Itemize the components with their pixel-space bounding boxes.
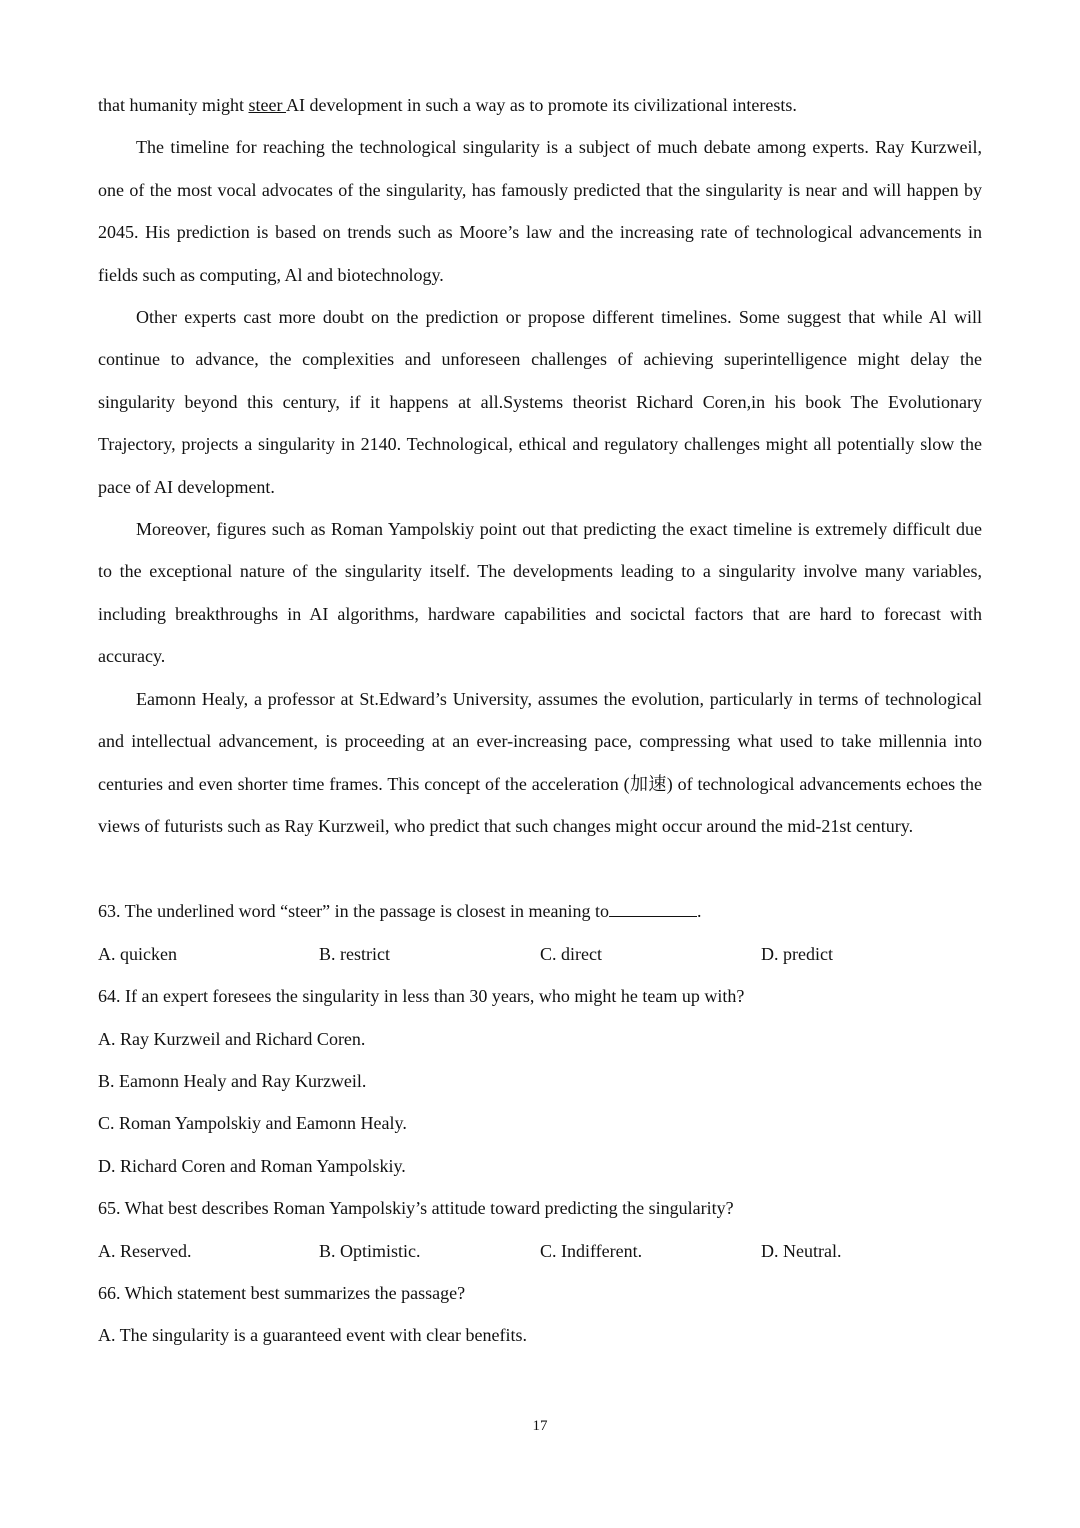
question-63	[98, 890, 982, 932]
section-gap	[98, 847, 982, 890]
passage-paragraph-3: Moreover, figures such as Roman Yampolskiy point out that predicting the exact timeline is extremely difficult due to the exceptional nature of the singularity itself. The developments leading to a singularity involve many variables, including breakthroughs in AI algorithms, hardware capabilities and socictal factors that are hard to forecast with accuracy.	[98, 519, 982, 667]
option-c: C. direct	[540, 943, 602, 964]
paragraph-text: AI development in such a way as to promote its civilizational interests.	[286, 95, 797, 115]
passage-paragraph-1: The timeline for reaching the technological singularity is a subject of much debate among experts. Ray Kurzweil, one of the most vocal advocates of the singularity, has famously predicted that the singularity is near and will happen by 2045. His prediction is based on trends such as Moore’s law and the increasing rate of technological advancements in fields such as computing, Al and biotechnology.	[98, 137, 982, 285]
option-c: C. Indifferent.	[540, 1240, 643, 1261]
question-63-options	[98, 933, 982, 975]
question-end: .	[697, 901, 702, 922]
paragraph-text: that humanity might	[98, 95, 249, 115]
option-c: C. Roman Yampolskiy and Eamonn Healy.	[98, 1113, 407, 1134]
passage-paragraph-2: Other experts cast more doubt on the prediction or propose different timelines. Some suggest that while Al will continue to advance, the complexities and unforeseen challenges of achieving superintelligence might delay the singularity beyond this century, if it happens at all.Systems theorist Richard Coren,in his book The Evolutionary Trajectory, projects a singularity in 2140. Technological, ethical and regulatory challenges might all potentially slow the pace of AI development.	[98, 307, 982, 497]
page-number: 17	[532, 1418, 548, 1434]
question-stem: 63. The underlined word “steer” in the passage is closest in meaning to	[98, 901, 610, 922]
question-65-options	[98, 1230, 982, 1272]
answer-blank	[609, 902, 697, 917]
question-65: 65. What best describes Roman Yampolskiy’s attitude toward predicting the singularity?	[98, 1198, 734, 1219]
option-b: B. restrict	[319, 943, 390, 964]
question-66: 66. Which statement best summarizes the passage?	[98, 1282, 466, 1303]
question-64: 64. If an expert foresees the singularity in less than 30 years, who might he team up with?	[98, 986, 745, 1007]
option-d: D. predict	[761, 943, 833, 964]
option-b: B. Optimistic.	[319, 1240, 421, 1261]
passage-paragraph-0	[98, 84, 982, 126]
option-a: A. The singularity is a guaranteed event with clear benefits.	[98, 1325, 528, 1346]
option-d: D. Richard Coren and Roman Yampolskiy.	[98, 1155, 406, 1176]
option-a: A. quicken	[98, 943, 177, 964]
option-d: D. Neutral.	[761, 1240, 842, 1261]
option-b: B. Eamonn Healy and Ray Kurzweil.	[98, 1070, 367, 1091]
underlined-word-steer: steer	[248, 95, 286, 115]
option-a: A. Ray Kurzweil and Richard Coren.	[98, 1028, 366, 1049]
document-page	[98, 84, 982, 1357]
passage-paragraph-4: Eamonn Healy, a professor at St.Edward’s University, assumes the evolution, particularly in terms of technological and intellectual advancement, is proceeding at an ever-increasing pace, compressing what used to take millennia into centuries and even shorter time frames. This concept of the acceleration (加速) of technological advancements echoes the views of futurists such as Ray Kurzweil, who predict that such changes might occur around the mid-21st century.	[98, 688, 982, 836]
option-a: A. Reserved.	[98, 1240, 192, 1261]
